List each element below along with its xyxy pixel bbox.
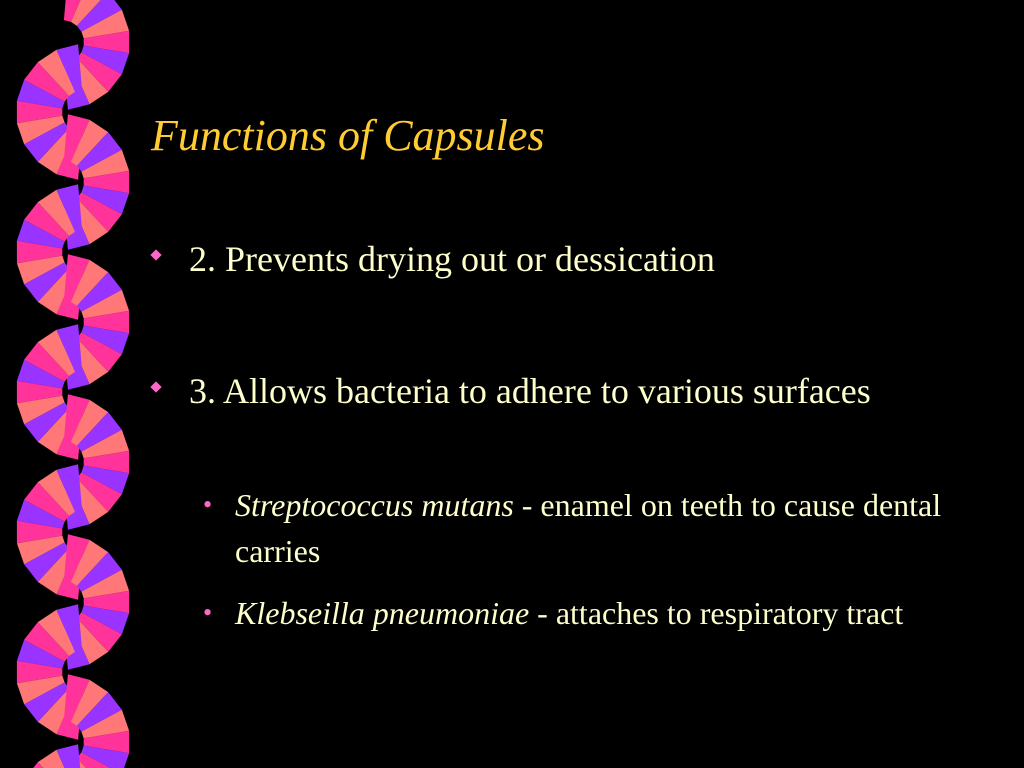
sub-bullet-description: - enamel on teeth to cause dental carries (235, 487, 942, 569)
bullet-item (152, 234, 1012, 284)
species-name: Streptococcus mutans (235, 487, 514, 523)
decorative-fan-border (0, 0, 140, 768)
dot-bullet-icon: • (203, 598, 213, 627)
slide-title: Functions of Capsules (151, 111, 545, 160)
species-name: Klebseilla pneumoniae (235, 595, 530, 631)
bullet-text: 3. Allows bacteria to adhere to various surfaces (189, 371, 871, 411)
dot-bullet-icon: • (203, 490, 213, 519)
sub-bullet-item (203, 482, 1003, 574)
sub-bullet-description: - attaches to respiratory tract (529, 595, 904, 631)
diamond-bullet-icon (150, 249, 161, 260)
bullet-item (152, 366, 1012, 416)
bullet-text: 2. Prevents drying out or dessication (189, 239, 715, 279)
sub-bullet-text (235, 482, 1003, 574)
diamond-bullet-icon (150, 381, 161, 392)
sub-bullet-item (203, 590, 1003, 636)
sub-bullet-text (235, 590, 1003, 636)
